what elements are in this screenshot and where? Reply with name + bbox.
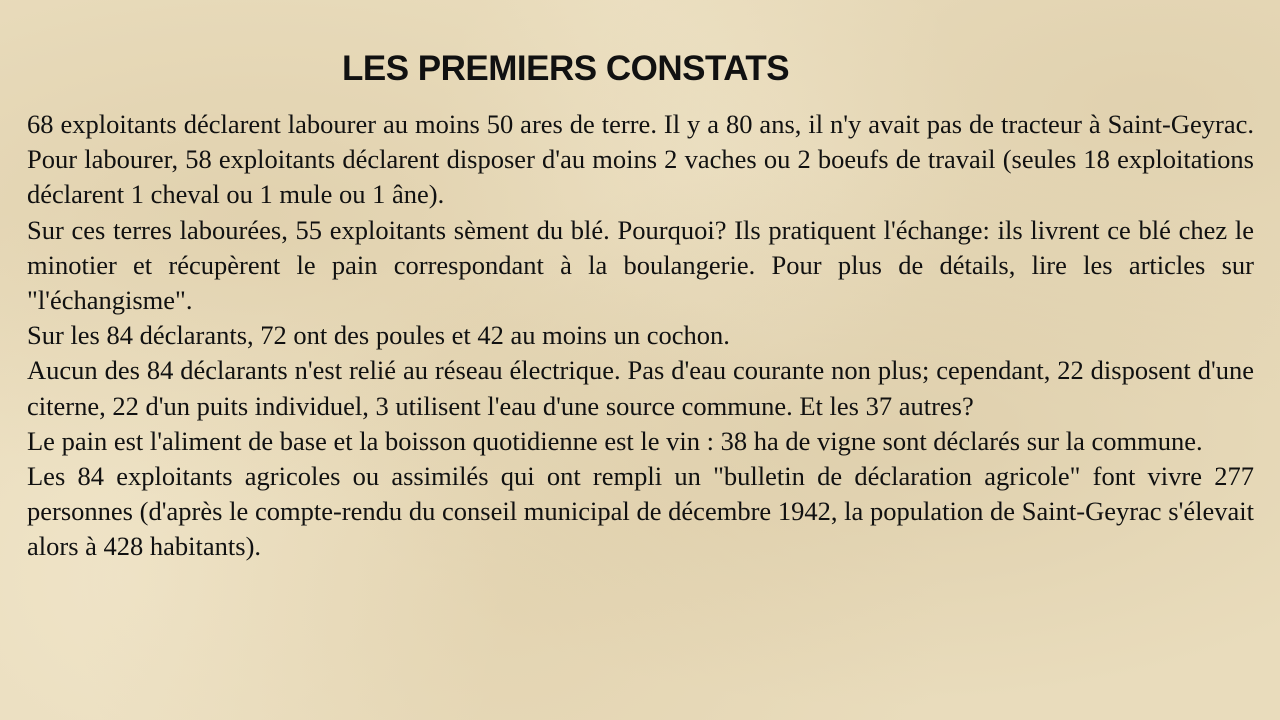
paragraph-eau-electricite: Aucun des 84 déclarants n'est relié au réseau électrique. Pas d'eau courante non plus; cependant, 22 disposent d'une citerne, 22 d'un puits individuel, 3 utilisent l'eau d'une source commune. Et les 37 autres? <box>27 355 1254 421</box>
slide-title: LES PREMIERS CONSTATS <box>342 49 790 88</box>
body-text <box>27 107 1254 565</box>
paragraph-labour: 68 exploitants déclarent labourer au moins 50 ares de terre. Il y a 80 ans, il n'y avait pas de tracteur à Saint-Geyrac. Pour labourer, 58 exploitants déclarent disposer d'au moins 2 vaches ou 2 boeufs de travail (seules 18 exploitations déclarent 1 cheval ou 1 mule ou 1 âne). <box>27 109 1254 210</box>
paragraph-pain-vin: Le pain est l'aliment de base et la boisson quotidienne est le vin : 38 ha de vigne sont déclarés sur la commune. <box>27 425 1203 456</box>
paragraph-ble: Sur ces terres labourées, 55 exploitants sèment du blé. Pourquoi? Ils pratiquent l'échange: ils livrent ce blé chez le minotier et récupèrent le pain correspondant à la boulangerie. Pour plus de détails, lire les articles sur "l'échangisme". <box>27 214 1254 316</box>
paragraph-population: Les 84 exploitants agricoles ou assimilés qui ont rempli un "bulletin de déclaration agricole" font vivre 277 personnes (d'après le compte-rendu du conseil municipal de décembre 1942, la population de Saint-Geyrac s'élevait alors à 428 habitants). <box>27 461 1254 562</box>
paragraph-animaux: Sur les 84 déclarants, 72 ont des poules et 42 au moins un cochon. <box>27 320 730 351</box>
